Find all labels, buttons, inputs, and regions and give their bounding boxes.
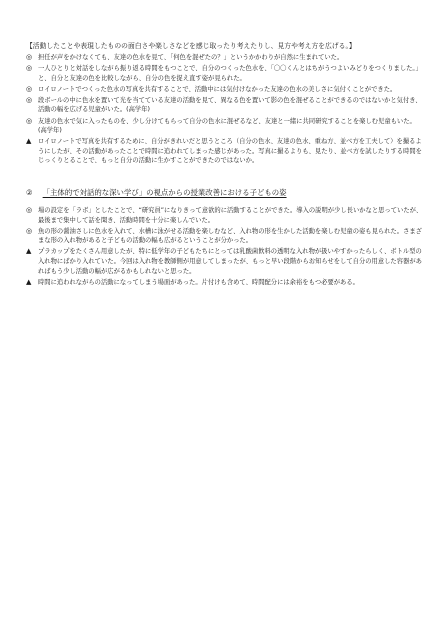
triangle-mark: ▲ — [26, 247, 32, 256]
list-item — [26, 53, 424, 63]
bullet-mark: ◎ — [26, 64, 33, 73]
list-item — [26, 64, 424, 83]
bullet-mark: ◎ — [26, 226, 33, 235]
item-text: 時間に追われながらの活動になってしまう場面があった。片付けも含めて、時間配分には余裕をもつ必要がある。 — [38, 278, 359, 286]
bullet-mark: ◎ — [26, 84, 33, 93]
item-text: 一人ひとりと対話をしながら振り返る時間をもつことで、自分のつくった色水を、「〇〇くんとはちがうつよいみどりをつくりました。」と、自分と友達の色を比較しながら、自分の色を捉え直す姿が見られた。 — [38, 65, 422, 82]
section-title: 「主体的で対話的な深い学び」の視点からの授業改善における子どもの姿 — [42, 188, 287, 198]
section-number: ② — [26, 188, 33, 198]
list-item — [26, 137, 424, 166]
item-text: 魚の形の醤油さしに色水を入れて、水槽に泳がせる活動を楽しむなど、入れ物の形を生かした活動を楽しむ児童の姿も見られた。さまざまな形の入れ物があると子どもの活動の幅も広がるということが分かった。 — [38, 227, 422, 245]
list-item — [26, 278, 424, 288]
item-text: 担任が声をかけなくても、友達の色水を見て、「何色を混ぜたの？」というかかわりが自然に生まれていた。 — [38, 54, 344, 61]
section2-heading — [26, 188, 424, 198]
bullet-mark: ◎ — [26, 95, 33, 104]
list-item — [26, 227, 424, 246]
list-item — [26, 96, 424, 115]
item-text: 場の設定を「ラボ」としたことで、“研究員”になりきって意欲的に活動することができた。導入の説明が少し長いかなと思っていたが、最後まで集中して話を聞き、活動時間を十分に楽しんでいた。 — [38, 207, 423, 224]
bullet-mark: ◎ — [26, 206, 33, 215]
list-item — [26, 85, 424, 95]
section1-heading: 【活動したことや表現したものの面白さや楽しさなどを感じ取ったり考えたりし、見方や考え方を広げる。】 — [26, 42, 356, 50]
list-item — [26, 247, 424, 276]
item-text: 友達の色水で気に入ったものを、少し分けてもらって自分の色水に混ぜるなど、友達と一緒に共同研究することを楽しむ児童もいた。(高学年) — [38, 117, 416, 135]
bullet-mark: ◎ — [26, 53, 33, 61]
item-text: ロイロノートで写真を共有するために、自分がきれいだと思うところ（自分の色水、友達の色水、重ね方、並べ方を工夫して）を撮るようにしたが、その活動があったことで時間に追われてしまった感じがあった。写真に撮るよりも、見たり、並べ方を試したりする時間をじっくりとることで、もっと自分の活動に生かすことができたのではないか。 — [38, 138, 422, 165]
item-text: ロイロノートでつくった色水の写真を共有することで、活動中には気付けなかった友達の色水の美しさに気付くことができた。 — [38, 85, 397, 93]
triangle-mark: ▲ — [26, 277, 32, 286]
list-item — [26, 117, 424, 136]
list-item — [26, 206, 424, 225]
document-page — [26, 42, 424, 289]
triangle-mark: ▲ — [26, 137, 32, 146]
section2-list — [26, 206, 424, 287]
item-text: 段ボールの中に色水を置いて光を当てている友達の活動を見て、異なる色を置いて影の色を混ぜることができるのではないかと気付き、活動の幅を広げる児童がいた。(高学年) — [38, 96, 422, 114]
section1-list — [26, 53, 424, 166]
bullet-mark: ◎ — [26, 116, 33, 125]
item-text: プラカップをたくさん用意したが、特に低学年の子どもたちにとっては乳酸菌飲料の透明な入れ物が扱いやすかったらしく、ボトル型の入れ物にばかり入れていた。今回は入れ物を教師側が用意してしまったが、もっと早い段階からお知らせをして自分の用意した容器があればもう少し活動の幅が広がるかもしれないと思った。 — [38, 248, 422, 275]
